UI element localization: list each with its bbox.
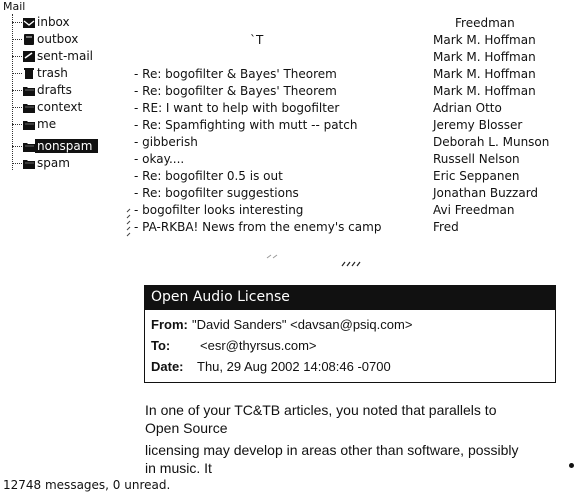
header-from-value[interactable]: "David Sanders" <davsan@psiq.com> [192, 317, 413, 332]
folder-label: context [37, 100, 83, 114]
tree-branch [12, 124, 22, 125]
message-subject[interactable]: - PA-RKBA! News from the enemy's camp [134, 220, 382, 234]
folder-label: sent-mail [37, 49, 93, 63]
tree-branch [12, 146, 22, 147]
message-from[interactable]: Freedman [455, 16, 515, 30]
folder-label: outbox [37, 32, 79, 46]
message-subject[interactable]: - Re: bogofilter & Bayes' Theorem [134, 67, 337, 81]
tree-branch [12, 39, 22, 40]
message-subject[interactable]: - gibberish [134, 135, 198, 149]
trash-icon [22, 67, 36, 80]
tree-branch [12, 56, 22, 57]
message-from[interactable]: Russell Nelson [433, 152, 520, 166]
header-date-label: Date: [151, 359, 184, 374]
folder-label: trash [37, 66, 68, 80]
folder-icon [22, 140, 36, 153]
header-date-value: Thu, 29 Aug 2002 14:08:46 -0700 [197, 359, 391, 374]
folder-item-inbox[interactable] [12, 14, 128, 31]
folder-item-drafts[interactable] [12, 82, 128, 99]
folder-label: drafts [37, 83, 72, 97]
folder-icon [22, 101, 36, 114]
folder-icon [22, 118, 36, 131]
message-title-bar [145, 286, 555, 310]
folder-icon [22, 84, 36, 97]
message-from[interactable]: Deborah L. Munson [433, 135, 550, 149]
message-subject[interactable]: - bogofilter looks interesting [134, 203, 304, 217]
message-from[interactable]: Jonathan Buzzard [433, 186, 539, 200]
tree-branch [12, 22, 22, 23]
message-subject[interactable]: `T [250, 33, 264, 47]
message-subject[interactable]: - Re: bogofilter & Bayes' Theorem [134, 84, 337, 98]
scan-artifact [265, 252, 285, 262]
message-body-line: in music. It [145, 460, 212, 476]
folder-label: me [37, 117, 57, 131]
message-subject[interactable]: - RE: I want to help with bogofilter [134, 101, 340, 115]
folder-label: spam [37, 156, 70, 170]
message-body-line: In one of your TC&TB articles, you noted that parallels to [145, 402, 497, 418]
outbox-icon [22, 33, 36, 46]
tree-branch [12, 73, 22, 74]
folder-item-sent-mail[interactable] [12, 48, 128, 65]
message-subject[interactable] [134, 50, 434, 67]
message-subject[interactable]: - Re: bogofilter 0.5 is out [134, 169, 283, 183]
folder-label: nonspam [35, 139, 98, 153]
message-body-line: licensing may develop in areas other than software, possibly [145, 442, 519, 458]
folder-item-nonspam[interactable] [12, 138, 128, 155]
thread-connector [124, 207, 134, 239]
message-subject[interactable]: - Re: bogofilter suggestions [134, 186, 299, 200]
tree-branch [12, 163, 22, 164]
message-subject[interactable]: - okay.... [134, 152, 185, 166]
scan-artifact [340, 258, 370, 270]
header-from-label: From: [151, 317, 188, 332]
folder-item-trash[interactable] [12, 65, 128, 82]
folder-label: inbox [37, 15, 70, 29]
header-from [151, 317, 413, 332]
tree-branch [12, 90, 22, 91]
message-from[interactable]: Adrian Otto [433, 101, 502, 115]
status-bar: 12748 messages, 0 unread. [3, 478, 171, 492]
folder-item-outbox[interactable] [12, 31, 128, 48]
inbox-icon [22, 16, 36, 29]
folder-item-spam[interactable] [12, 155, 128, 172]
message-header-pane [144, 285, 556, 383]
message-title: Open Audio License [151, 289, 290, 305]
folder-item-context[interactable] [12, 99, 128, 116]
sent-mail-icon [22, 50, 36, 63]
message-from[interactable]: Mark M. Hoffman [433, 33, 536, 47]
message-from[interactable]: Eric Seppanen [433, 169, 520, 183]
folder-tree-title: Mail [3, 0, 26, 13]
header-date [151, 359, 391, 374]
message-from[interactable]: Mark M. Hoffman [433, 67, 536, 81]
scroll-indicator[interactable] [569, 463, 574, 468]
message-from[interactable]: Mark M. Hoffman [433, 84, 536, 98]
header-to-value[interactable]: <esr@thyrsus.com> [200, 338, 317, 353]
header-to [151, 338, 317, 353]
tree-branch [12, 107, 22, 108]
header-to-label: To: [151, 338, 171, 353]
message-body-line: Open Source [145, 420, 228, 436]
message-from[interactable]: Avi Freedman [433, 203, 515, 217]
message-subject[interactable]: - Re: Spamfighting with mutt -- patch [134, 118, 358, 132]
folder-item-me[interactable] [12, 116, 128, 133]
message-from[interactable]: Mark M. Hoffman [433, 50, 536, 64]
message-from[interactable]: Fred [433, 220, 459, 234]
message-subject[interactable] [134, 16, 434, 33]
folder-icon [22, 157, 36, 170]
message-from[interactable]: Jeremy Blosser [433, 118, 523, 132]
